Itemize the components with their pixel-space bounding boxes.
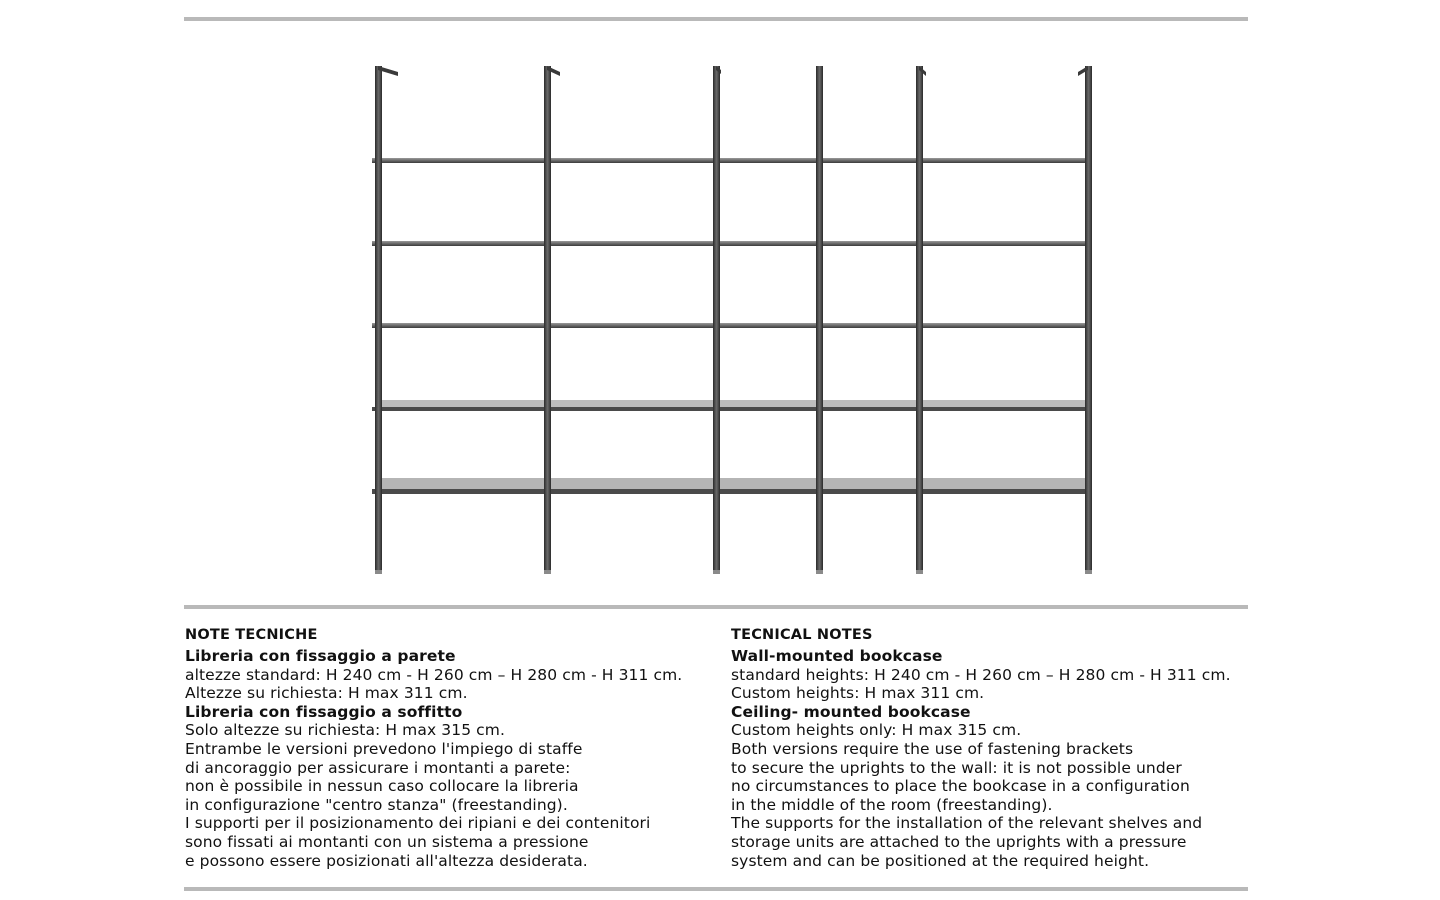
italian-section1-title: Libreria con fissaggio a parete: [185, 647, 456, 665]
italian-line: Entrambe le versioni prevedono l'impiego di staffe: [185, 739, 583, 758]
bookcase-image: [330, 30, 1210, 600]
italian-notes: [185, 625, 725, 870]
english-line: storage units are attached to the uprights with a pressure: [731, 832, 1187, 851]
italian-line: Solo altezze su richiesta: H max 315 cm.: [185, 721, 506, 740]
italian-line: e possono essere posizionati all'altezza desiderata.: [185, 851, 588, 870]
english-line: in the middle of the room (freestanding).: [731, 795, 1053, 814]
top-divider: [184, 17, 1248, 21]
bookcase-shelves: [372, 158, 1092, 494]
italian-line: di ancoraggio per assicurare i montanti a parete:: [185, 758, 571, 777]
italian-line: non è possibile in nessun caso collocare la libreria: [185, 777, 579, 796]
italian-line: in configurazione "centro stanza" (freestanding).: [185, 795, 568, 814]
italian-line: sono fissati ai montanti con un sistema a pressione: [185, 832, 589, 851]
english-line: to secure the uprights to the wall: it is not possible under: [731, 758, 1182, 777]
bookcase-uprights: [375, 66, 1092, 572]
middle-divider: [184, 605, 1248, 609]
italian-line: I supporti per il posizionamento dei ripiani e dei contenitori: [185, 814, 651, 833]
english-heading: TECNICAL NOTES: [731, 627, 873, 643]
bookcase-feet: [375, 570, 1092, 574]
english-line: system and can be positioned at the required height.: [731, 851, 1150, 870]
english-line: no circumstances to place the bookcase in a configuration: [731, 777, 1190, 796]
english-line: Custom heights: H max 311 cm.: [731, 684, 985, 703]
english-line: standard heights: H 240 cm - H 260 cm – H 280 cm - H 311 cm.: [731, 665, 1231, 684]
english-line: The supports for the installation of the relevant shelves and: [731, 814, 1203, 833]
italian-heading: NOTE TECNICHE: [185, 627, 318, 643]
english-line: Custom heights only: H max 315 cm.: [731, 721, 1022, 740]
english-section1-title: Wall-mounted bookcase: [731, 647, 943, 665]
italian-section2-title: Libreria con fissaggio a soffitto: [185, 702, 463, 721]
italian-line: Altezze su richiesta: H max 311 cm.: [185, 684, 468, 703]
english-notes: [731, 625, 1271, 870]
english-section2-title: Ceiling- mounted bookcase: [731, 702, 971, 721]
english-line: Both versions require the use of fastening brackets: [731, 739, 1134, 758]
bottom-divider: [184, 887, 1248, 891]
italian-line: altezze standard: H 240 cm - H 260 cm – H 280 cm - H 311 cm.: [185, 665, 683, 684]
